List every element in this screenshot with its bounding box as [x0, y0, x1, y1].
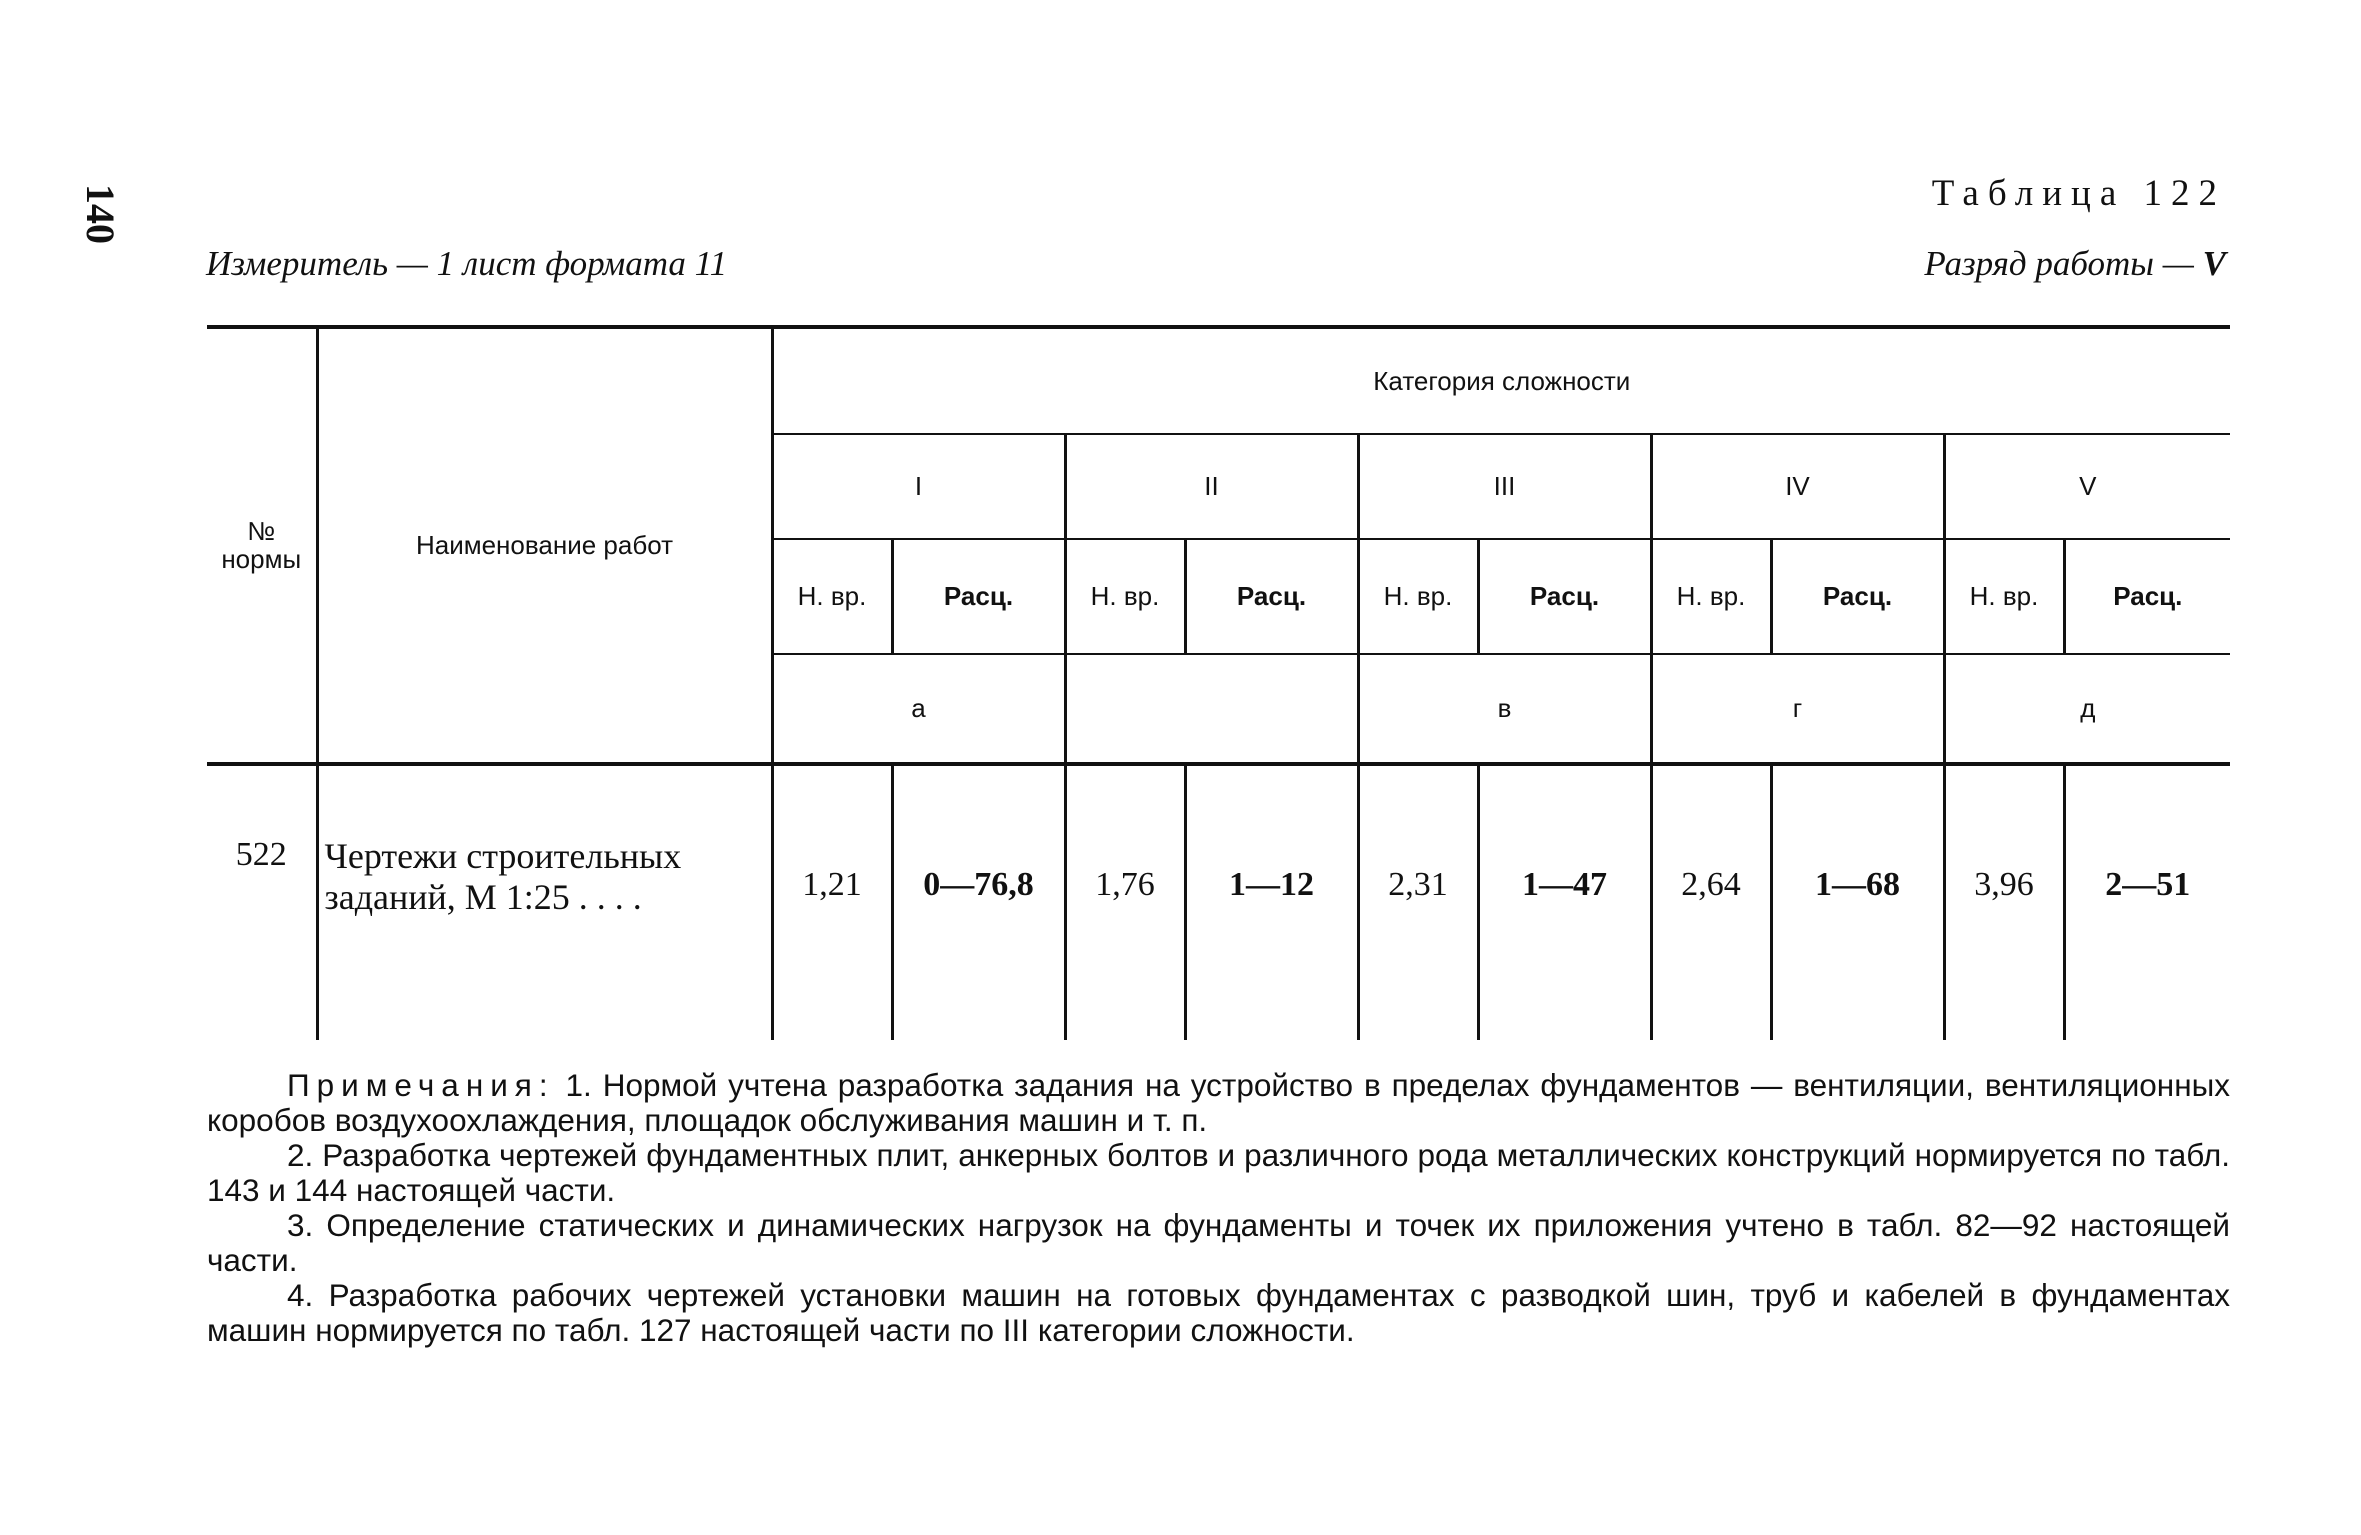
table-title: Таблица 122 — [1931, 173, 2226, 214]
row-norm-number: 522 — [235, 836, 287, 873]
header-letter-1: а — [772, 654, 1065, 764]
header-rate-2: Расц. — [1185, 539, 1358, 654]
cell-rate-3: 1—47 — [1478, 764, 1651, 1040]
header-norm-no — [207, 327, 317, 764]
note-2: 2. Разработка чертежей фундаментных плит, анкерных болтов и различного рода металлических конструкций нормируется по табл. 143 и 144 настоящей части. — [207, 1137, 2230, 1208]
header-complexity: Категория сложности — [772, 327, 2230, 434]
note-1 — [207, 1068, 2230, 1138]
header-letter-2 — [1065, 654, 1358, 764]
table-row — [207, 764, 2230, 1040]
header-category-3: III — [1358, 434, 1651, 539]
cell-rate-4: 1—68 — [1771, 764, 1944, 1040]
header-category-2: II — [1065, 434, 1358, 539]
note-3: 3. Определение статических и динамических нагрузок на фундаменты и точек их приложения учтено в табл. 82—92 настоящей части. — [207, 1207, 2230, 1278]
cell-time-4: 2,64 — [1651, 764, 1771, 1040]
page-number: 140 — [78, 184, 123, 244]
cell-rate-5: 2—51 — [2064, 764, 2230, 1040]
cell-time-2: 1,76 — [1065, 764, 1185, 1040]
note-4: 4. Разработка рабочих чертежей установки машин на готовых фундаментах с разводкой шин, труб и кабелей в фундаментах машин нормируется по табл. 127 настоящей части по III категории сложности. — [207, 1277, 2230, 1348]
work-grade-value: V — [2202, 244, 2226, 283]
header-time-2: Н. вр. — [1065, 539, 1185, 654]
header-time-4: Н. вр. — [1651, 539, 1771, 654]
header-rate-3: Расц. — [1478, 539, 1651, 654]
header-category-5: V — [1944, 434, 2230, 539]
header-time-5: Н. вр. — [1944, 539, 2064, 654]
cell-rate-1: 0—76,8 — [892, 764, 1065, 1040]
norms-table — [207, 325, 2230, 1040]
measure-unit: Измеритель — 1 лист формата 11 — [206, 244, 728, 283]
row-work-name-line2: заданий, М 1:25 . . . . — [324, 877, 642, 918]
header-category-1: I — [772, 434, 1065, 539]
header-norm-no-line2: нормы — [221, 543, 302, 574]
header-time-1: Н. вр. — [772, 539, 892, 654]
header-norm-no-line1: № — [247, 516, 276, 547]
header-rate-4: Расц. — [1771, 539, 1944, 654]
header-work-name: Наименование работ — [317, 327, 772, 764]
work-grade — [1924, 244, 2226, 284]
cell-time-3: 2,31 — [1358, 764, 1478, 1040]
header-letter-4: г — [1651, 654, 1944, 764]
header-rate-5: Расц. — [2064, 539, 2230, 654]
note-1-text: 1. Нормой учтена разработка задания на устройство в пределах фундаментов — вентиляции, вентиляционных коробов воздухоохлаждения, площадок обслуживания машин и т. п. — [207, 1067, 2230, 1138]
header-rate-1: Расц. — [892, 539, 1065, 654]
cell-time-5: 3,96 — [1944, 764, 2064, 1040]
notes — [207, 1068, 2230, 1348]
header-time-3: Н. вр. — [1358, 539, 1478, 654]
cell-rate-2: 1—12 — [1185, 764, 1358, 1040]
header-letter-5: д — [1944, 654, 2230, 764]
header-letter-3: в — [1358, 654, 1651, 764]
notes-label: Примечания: — [287, 1067, 555, 1103]
row-work-name-line1: Чертежи строительных — [324, 836, 682, 876]
cell-time-1: 1,21 — [772, 764, 892, 1040]
work-grade-label: Разряд работы — — [1924, 244, 2203, 283]
header-category-4: IV — [1651, 434, 1944, 539]
row-work-name — [317, 764, 772, 1040]
